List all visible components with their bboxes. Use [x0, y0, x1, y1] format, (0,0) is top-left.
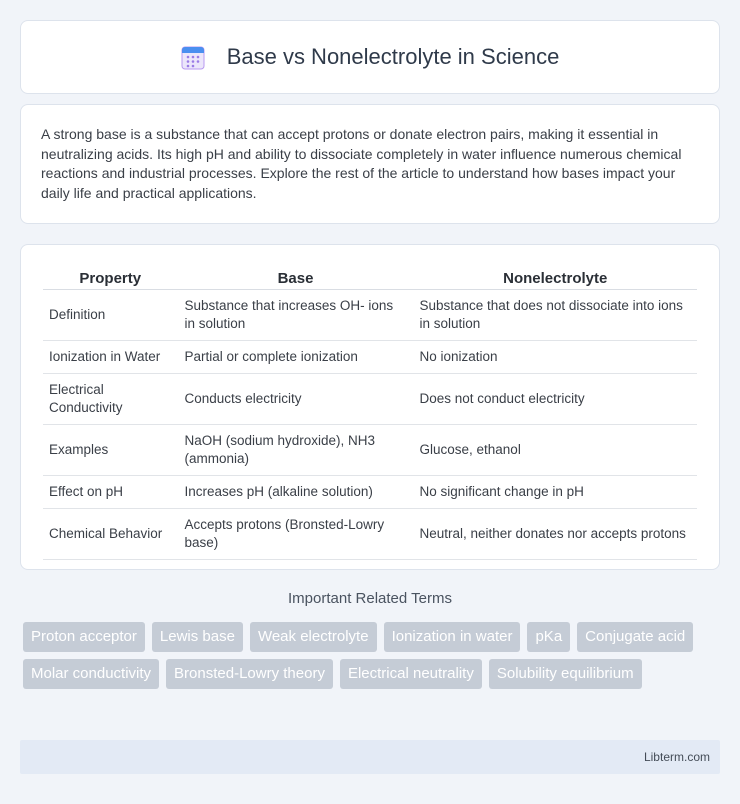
- table-cell: Examples: [43, 424, 178, 475]
- calendar-icon: [181, 44, 205, 70]
- header-property: Property: [43, 265, 178, 289]
- related-term-tag[interactable]: Conjugate acid: [577, 622, 693, 652]
- related-term-tag[interactable]: pKa: [527, 622, 570, 652]
- title-card: [20, 20, 720, 94]
- table-row: [43, 289, 697, 340]
- table-cell: No significant change in pH: [413, 475, 697, 508]
- comparison-table: [43, 265, 697, 560]
- table-cell: NaOH (sodium hydroxide), NH3 (ammonia): [178, 424, 413, 475]
- header-nonelectrolyte: Nonelectrolyte: [413, 265, 697, 289]
- intro-card: [20, 104, 720, 224]
- related-term-tag[interactable]: Bronsted-Lowry theory: [166, 659, 333, 689]
- table-row: [43, 475, 697, 508]
- related-term-tag[interactable]: Molar conductivity: [23, 659, 159, 689]
- table-cell: Increases pH (alkaline solution): [178, 475, 413, 508]
- table-row: [43, 424, 697, 475]
- table-cell: Accepts protons (Bronsted-Lowry base): [178, 508, 413, 559]
- table-cell: Substance that increases OH- ions in solution: [178, 289, 413, 340]
- table-cell: Effect on pH: [43, 475, 178, 508]
- table-row: [43, 340, 697, 373]
- table-row: [43, 373, 697, 424]
- table-cell: Partial or complete ionization: [178, 340, 413, 373]
- table-cell: Glucose, ethanol: [413, 424, 697, 475]
- table-row: [43, 508, 697, 559]
- related-terms-heading: Important Related Terms: [288, 590, 452, 607]
- related-term-tag[interactable]: Solubility equilibrium: [489, 659, 642, 689]
- footer: [20, 740, 720, 774]
- table-cell: Ionization in Water: [43, 340, 178, 373]
- header-base: Base: [178, 265, 413, 289]
- table-cell: Definition: [43, 289, 178, 340]
- footer-site-link[interactable]: Libterm.com: [643, 750, 710, 764]
- related-term-tag[interactable]: Proton acceptor: [23, 622, 145, 652]
- table-cell: No ionization: [413, 340, 697, 373]
- related-term-tag[interactable]: Weak electrolyte: [250, 622, 377, 652]
- intro-paragraph: A strong base is a substance that can accept protons or donate electron pairs, making it essential in neutralizing acids. Its high pH and ability to dissociate completely in water influence numerous chemical reactions and industrial processes. Explore the rest of the article to understand how bases impact your daily life and practical applications.: [41, 126, 682, 201]
- related-term-tag[interactable]: Ionization in water: [384, 622, 521, 652]
- comparison-table-card: [20, 244, 720, 570]
- page-title: Base vs Nonelectrolyte in Science: [226, 44, 560, 69]
- table-cell: Neutral, neither donates nor accepts protons: [413, 508, 697, 559]
- table-cell: Electrical Conductivity: [43, 373, 178, 424]
- table-cell: Conducts electricity: [178, 373, 413, 424]
- related-term-tag[interactable]: Electrical neutrality: [340, 659, 482, 689]
- table-cell: Does not conduct electricity: [413, 373, 697, 424]
- related-terms-list: [23, 622, 723, 696]
- related-term-tag[interactable]: Lewis base: [152, 622, 243, 652]
- table-header-row: [43, 265, 697, 289]
- table-cell: Chemical Behavior: [43, 508, 178, 559]
- table-cell: Substance that does not dissociate into ions in solution: [413, 289, 697, 340]
